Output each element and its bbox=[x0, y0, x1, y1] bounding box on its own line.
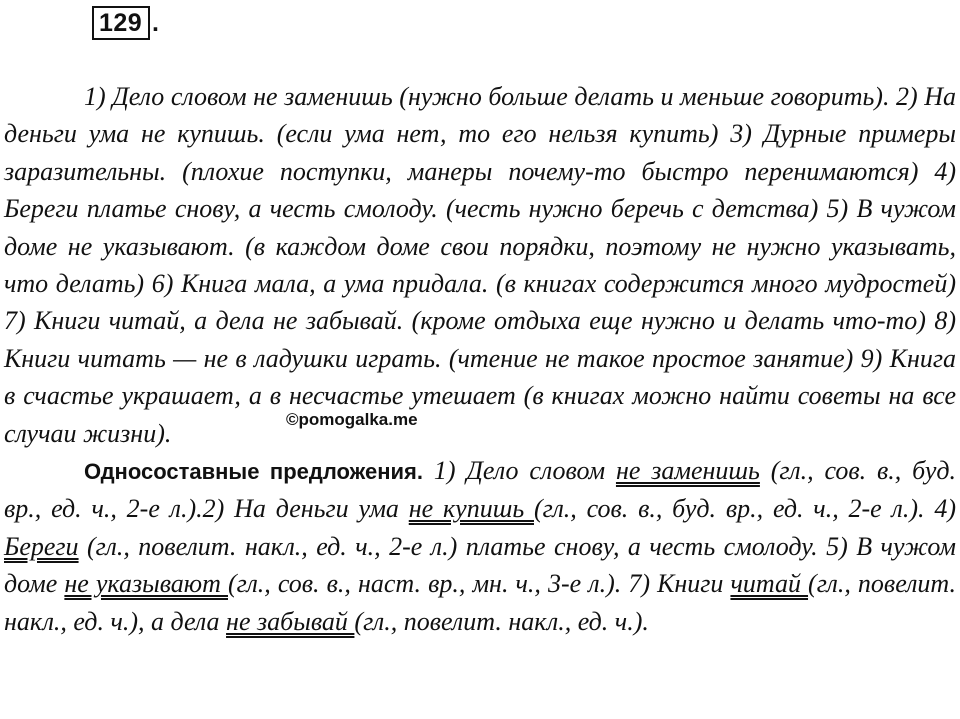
exercise-number-dot: . bbox=[152, 9, 159, 37]
text-fragment: (гл., сов. в., буд. вр., ед. ч., 2-е л.). 4) bbox=[533, 494, 957, 524]
text-fragment: (гл., повелит. накл., ед. ч.). bbox=[354, 606, 649, 636]
predicate-underlined: Береги bbox=[4, 531, 79, 561]
predicate-underlined: не указывают bbox=[64, 569, 228, 599]
predicate-underlined: не купишь bbox=[408, 494, 534, 524]
proverbs-paragraph: 1) Дело словом не заменишь (нужно больше делать и меньше говорить). 2) На деньги ума не купишь. (если ума нет, то его нельзя купить) 3) Дурные примеры заразительны. (плохие поступки, манеры почему-то быстро перенимаются) 4) Береги платье снову, а честь смолоду. (честь нужно беречь с детства) 5) В чужом доме не указывают. (в каждом доме свои порядки, поэтому не нужно указывать, что делать) 6) Книга мала, а ума придала. (в книгах содержится много мудростей) 7) Книги читай, а дела не забывай. (кроме отдыха еще нужно и делать что-то) 8) Книги читать — не в ладушки играть. (чтение не такое простое занятие) 9) Книга в счастье украшает, а в несчастье утешает (в книгах можно найти советы на все случаи жизни). bbox=[4, 82, 956, 448]
text-fragment: (гл., сов. в., наст. вр., мн. ч., 3-е л.). 7) Книги bbox=[228, 569, 731, 599]
predicate-underlined: не заменишь bbox=[615, 456, 760, 486]
exercise-number: 129 bbox=[92, 6, 150, 40]
one-part-sentences-paragraph bbox=[4, 452, 956, 640]
section-heading: Односоставные предложения. bbox=[84, 459, 423, 485]
text-fragment: 1) Дело словом bbox=[422, 456, 616, 486]
text-fragment: (гл., повелит. накл., ед. ч., 2-е л.) платье снову, а честь смолоду. 5) В чужом доме bbox=[4, 531, 956, 599]
predicate-underlined: читай bbox=[730, 569, 809, 599]
watermark: ©pomogalka.me bbox=[286, 410, 418, 429]
text-fragment: (гл., сов. в., буд. вр., ед. ч., 2-е л.).2) На деньги ума bbox=[4, 456, 956, 524]
predicate-underlined: не забывай bbox=[226, 606, 355, 636]
exercise-text bbox=[4, 78, 956, 640]
text-fragment: (гл., повелит. накл., ед. ч.), а дела bbox=[4, 569, 957, 636]
